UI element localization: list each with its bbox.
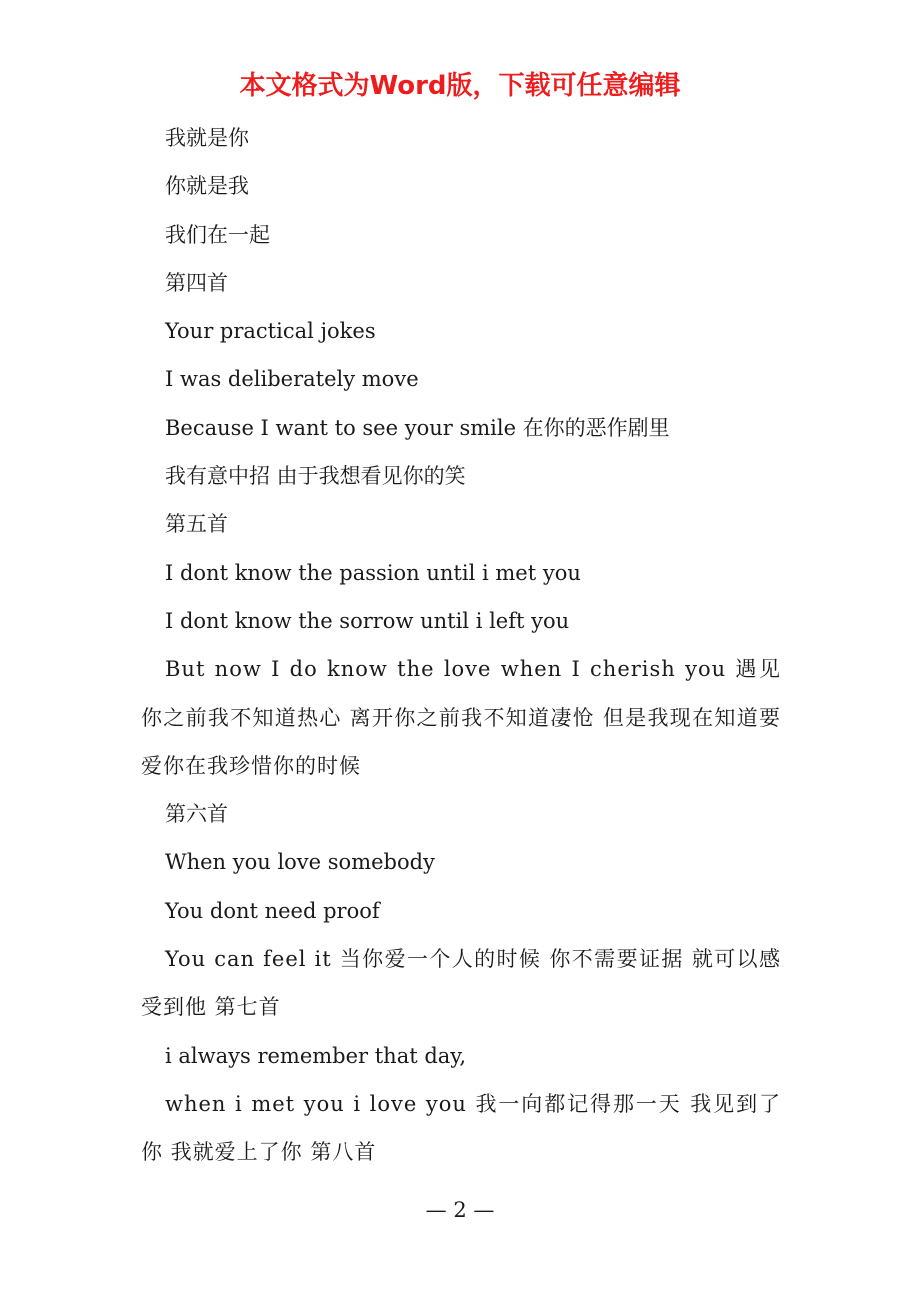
paragraph: I was deliberately move [165,367,419,392]
paragraph: 你就是我 [165,174,249,199]
paragraph: When you love somebody [165,850,435,875]
paragraph: when i met you i love you 我一向都记得那一天 我见到了你 我就爱上了你 第八首 [141,1091,781,1165]
paragraph: But now I do know the love when I cherish you 遇见你之前我不知道热心 离开你之前我不知道凄怆 但是我现在知道要爱你在我珍惜你的时候 [141,657,781,778]
paragraph: Your practical jokes [165,319,376,344]
paragraph: 我们在一起 [165,222,270,247]
paragraph: You can feel it 当你爱一个人的时候 你不需要证据 就可以感受到他 第七首 [141,947,781,1020]
section-heading: 第五首 [165,512,228,537]
paragraph: I dont know the sorrow until i left you [165,608,570,633]
paragraph: 我就是你 [165,126,249,150]
page-number: — 2 — [425,1198,495,1222]
document-body [141,114,781,1177]
section-heading: 第四首 [165,270,228,295]
section-heading: 第六首 [165,802,228,827]
paragraph: 我有意中招 由于我想看见你的笑 [165,464,466,489]
paragraph: Because I want to see your smile 在你的恶作剧里 [165,415,670,440]
paragraph: You dont need proof [165,898,380,923]
paragraph: I dont know the passion until i met you [165,560,581,585]
paragraph: i always remember that day, [165,1043,467,1068]
header-banner: 本文格式为Word版，下载可任意编辑 [239,71,681,101]
